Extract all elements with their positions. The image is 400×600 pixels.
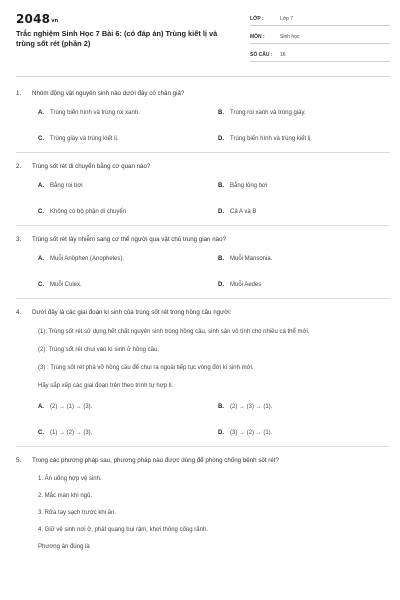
- option-b[interactable]: [218, 173, 390, 199]
- question-5: [16, 447, 390, 553]
- meta-key: SỐ CÂU :: [250, 51, 273, 58]
- question-paragraph: Hãy sắp xếp các giai đoạn trên theo trình tự hợp lí.: [38, 383, 174, 389]
- option-key: C.: [38, 136, 44, 142]
- option-c[interactable]: [38, 199, 210, 225]
- option-key: A.: [38, 183, 44, 189]
- question-text: Trùng sốt rét lây nhiễm sang cơ thể người qua vật chủ trung gian nào?: [32, 236, 226, 243]
- option-key: D.: [218, 430, 224, 436]
- question-text: Trùng sốt rét di chuyển bằng cơ quan nào?: [32, 163, 151, 170]
- question-text: Dưới đây là các giai đoạn kí sinh của trùng sốt rét trong hồng cầu người:: [32, 309, 232, 316]
- question-paragraph: 1. Ăn uống hợp vệ sinh.: [38, 476, 102, 482]
- option-d[interactable]: [218, 272, 390, 298]
- question-paragraph: 4. Giữ vệ sinh nơi ở, phát quang bụi rậm, khơi thông cống rãnh.: [38, 527, 208, 533]
- meta-value: Sinh học: [280, 33, 300, 40]
- option-a[interactable]: [38, 100, 210, 126]
- header-left: [16, 12, 234, 49]
- option-text: Không có bộ phận di chuyển: [50, 209, 127, 215]
- site-logo[interactable]: [16, 12, 234, 26]
- meta-key: MÔN :: [250, 33, 265, 40]
- option-key: D.: [218, 209, 224, 215]
- quiz-header: [16, 12, 390, 70]
- option-text: Trùng biến hình và trùng roi xanh.: [50, 110, 140, 116]
- options-grid: [38, 246, 390, 298]
- option-a[interactable]: [38, 173, 210, 199]
- option-key: A.: [38, 256, 44, 262]
- option-key: B.: [218, 404, 224, 410]
- question-stem: [16, 235, 390, 244]
- option-key: C.: [38, 282, 44, 288]
- option-text: (2) → (3) → (1).: [230, 404, 273, 410]
- meta-value: 16: [280, 51, 286, 58]
- options-grid: [38, 100, 390, 152]
- meta-class: [250, 12, 390, 26]
- question-number: 1.: [16, 90, 22, 97]
- meta-subject: [250, 30, 390, 44]
- quiz-meta: [250, 12, 390, 66]
- question-paragraph: 3. Rửa tay sạch trước khi ăn.: [38, 510, 116, 516]
- question-3: [16, 226, 390, 299]
- option-key: C.: [38, 430, 44, 436]
- option-a[interactable]: [38, 246, 210, 272]
- question-paragraph: (1): Trùng sốt rét sử dụng hết chất nguyên sinh trong hồng cầu, sinh sản vô tính cho nhiều cá thể mới.: [38, 329, 310, 335]
- question-2: [16, 153, 390, 226]
- option-text: (1) → (2) → (3).: [50, 430, 93, 436]
- option-c[interactable]: [38, 420, 210, 446]
- question-stem: [16, 89, 390, 98]
- option-text: Bằng roi bơi: [50, 183, 83, 189]
- option-d[interactable]: [218, 420, 390, 446]
- question-body: [16, 465, 390, 553]
- question-number: 3.: [16, 236, 22, 243]
- question-stem: [16, 308, 390, 317]
- meta-count: [250, 48, 390, 62]
- option-key: D.: [218, 282, 224, 288]
- option-text: Muỗi Culex.: [50, 282, 82, 288]
- question-stem: [16, 162, 390, 171]
- question-paragraph: (2): Trùng sốt rét chui vào kí sinh ở hồng cầu.: [38, 347, 159, 353]
- question-number: 5.: [16, 457, 22, 464]
- question-number: 4.: [16, 309, 22, 316]
- question-text: Trong các phương pháp sau, phương pháp nào được dùng để phòng chống bệnh sốt rét?: [32, 457, 279, 464]
- option-d[interactable]: [218, 199, 390, 225]
- option-b[interactable]: [218, 394, 390, 420]
- options-grid: [38, 394, 390, 446]
- logo-suffix: vn: [51, 18, 59, 24]
- option-text: Muỗi Aedes: [230, 282, 262, 288]
- question-text: Nhóm động vật nguyên sinh nào dưới đây có chân giả?: [32, 90, 185, 97]
- option-text: (2) → (1) → (3).: [50, 404, 93, 410]
- question-paragraph: Phương án đúng là: [38, 544, 90, 550]
- option-key: B.: [218, 256, 224, 262]
- question-paragraph: 2. Mắc màn khi ngủ.: [38, 493, 93, 499]
- option-b[interactable]: [218, 100, 390, 126]
- option-d[interactable]: [218, 126, 390, 152]
- question-4: [16, 299, 390, 447]
- option-text: Trùng biến hình và trùng kiết lị: [230, 136, 311, 142]
- option-text: Cả A và B: [230, 209, 257, 215]
- meta-value: Lớp 7: [280, 15, 294, 22]
- question-stem: [16, 456, 390, 465]
- meta-key: LỚP :: [250, 15, 264, 22]
- option-key: A.: [38, 110, 44, 116]
- option-a[interactable]: [38, 394, 210, 420]
- question-paragraph: (3) : Trùng sốt rét phá vỡ hồng cầu để chui ra ngoài tiếp tục vòng đời kí sinh mới.: [38, 365, 254, 371]
- option-text: Muỗi Anôphen (Anopheles).: [50, 256, 125, 262]
- option-c[interactable]: [38, 272, 210, 298]
- option-key: C.: [38, 209, 44, 215]
- option-key: B.: [218, 110, 224, 116]
- option-c[interactable]: [38, 126, 210, 152]
- question-1: [16, 77, 390, 153]
- option-b[interactable]: [218, 246, 390, 272]
- question-number: 2.: [16, 163, 22, 170]
- option-key: B.: [218, 183, 224, 189]
- option-key: A.: [38, 404, 44, 410]
- option-text: Trùng roi xanh và trùng giày.: [230, 110, 306, 116]
- page-title: Trắc nghiệm Sinh Học 7 Bài 6: (có đáp án) Trùng kiết lị và trùng sốt rét (phần 2): [16, 29, 218, 48]
- logo-text: 2048: [16, 12, 51, 26]
- options-grid: [38, 173, 390, 225]
- option-key: D.: [218, 136, 224, 142]
- option-text: Muỗi Mansonia.: [230, 256, 273, 262]
- option-text: Bằng lông bơi: [230, 183, 268, 189]
- option-text: Trùng giày và trùng kiết lị.: [50, 136, 119, 142]
- question-body: [16, 317, 390, 392]
- option-text: (3) → (2) → (1).: [230, 430, 273, 436]
